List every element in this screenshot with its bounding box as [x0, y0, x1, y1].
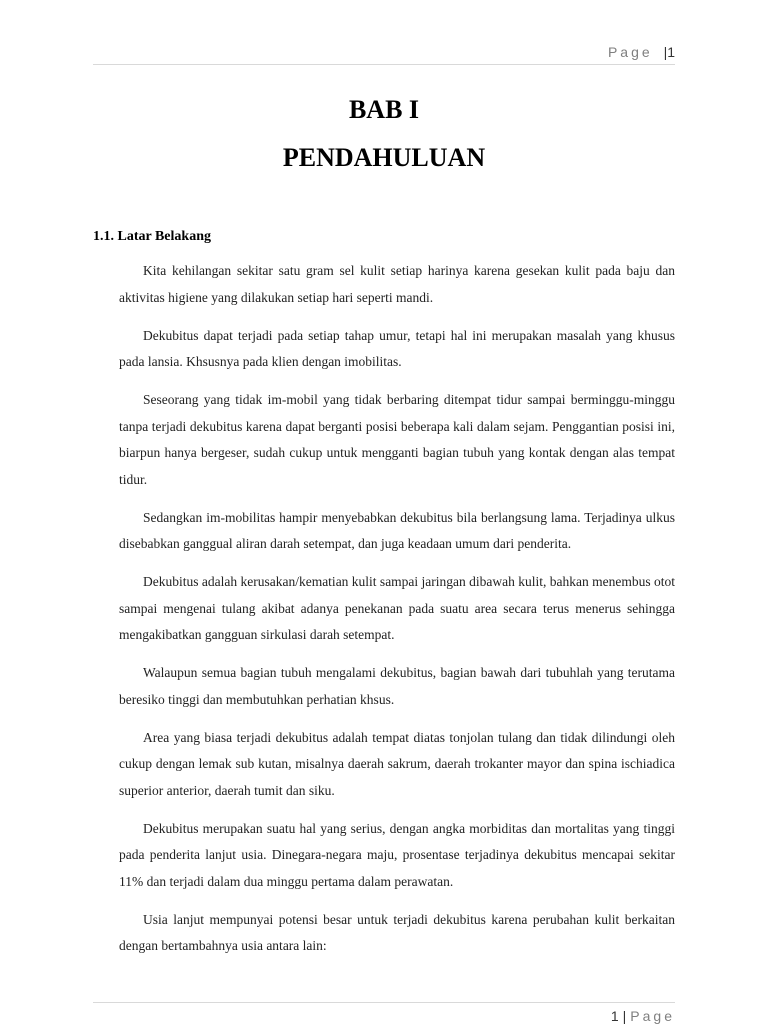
footer-separator: |	[622, 1008, 627, 1024]
paragraph: Dekubitus merupakan suatu hal yang serius, dengan angka morbiditas dan mortalitas yang tinggi pada penderita lanjut usia. Dinegara-negara maju, prosentase terjadinya dekubitus mencapai sekitar 11% dan terjadi dalam dua minggu pertama dalam perawatan.	[119, 820, 675, 889]
paragraph: Usia lanjut mempunyai potensi besar untuk terjadi dekubitus karena perubahan kulit berkaitan dengan bertambahnya usia antara lain:	[119, 911, 675, 953]
header-separator: |	[663, 44, 668, 60]
page-footer	[611, 1008, 675, 1024]
chapter-title: BAB I	[348, 95, 420, 124]
paragraph: Dekubitus dapat terjadi pada setiap tahap umur, tetapi hal ini merupakan masalah yang khusus pada lansia. Khsusnya pada klien dengan imobilitas.	[119, 327, 675, 369]
header-page-number: 1	[667, 44, 675, 60]
footer-divider	[93, 1002, 675, 1003]
paragraph: Area yang biasa terjadi dekubitus adalah tempat diatas tonjolan tulang dan tidak dilindungi oleh cukup dengan lemak sub kutan, misalnya daerah sakrum, daerah trokanter mayor dan spina ischiadica superior anterior, daerah tumit dan siku.	[119, 729, 675, 798]
section-heading: 1.1. Latar Belakang	[93, 229, 211, 244]
footer-page-number: 1	[610, 1008, 619, 1024]
paragraph: Sedangkan im-mobilitas hampir menyebabkan dekubitus bila berlangsung lama. Terjadinya ulkus disebabkan ganggual aliran darah setempat, dan juga keadaan umum dari penderita.	[119, 509, 675, 551]
header-divider	[93, 64, 675, 65]
footer-page-label: Page	[630, 1008, 675, 1024]
paragraph: Seseorang yang tidak im-mobil yang tidak berbaring ditempat tidur sampai berminggu-minggu tanpa terjadi dekubitus karena dapat berganti posisi beberapa kali dalam sejam. Penggantian posisi ini, biarpun hanya bergeser, sudah cukup untuk mengganti bagian tubuh yang kontak dengan alas tempat tidur.	[119, 392, 675, 487]
header-page-label: Page	[607, 44, 653, 60]
paragraph: Walaupun semua bagian tubuh mengalami dekubitus, bagian bawah dari tubuhlah yang terutama beresiko tinggi dan membutuhkan perhatian khsus.	[119, 665, 675, 707]
paragraph: Dekubitus adalah kerusakan/kematian kulit sampai jaringan dibawah kulit, bahkan menembus otot sampai mengenai tulang akibat adanya penekanan pada suatu area secara terus menerus sehingga mengakibatkan gangguan sirkulasi darah setempat.	[119, 574, 675, 642]
chapter-subtitle: PENDAHULUAN	[282, 143, 486, 172]
page-header	[608, 44, 675, 60]
body-text	[119, 258, 675, 971]
paragraph: Kita kehilangan sekitar satu gram sel kulit setiap harinya karena gesekan kulit pada baju dan aktivitas higiene yang dilakukan setiap hari seperti mandi.	[119, 263, 675, 305]
